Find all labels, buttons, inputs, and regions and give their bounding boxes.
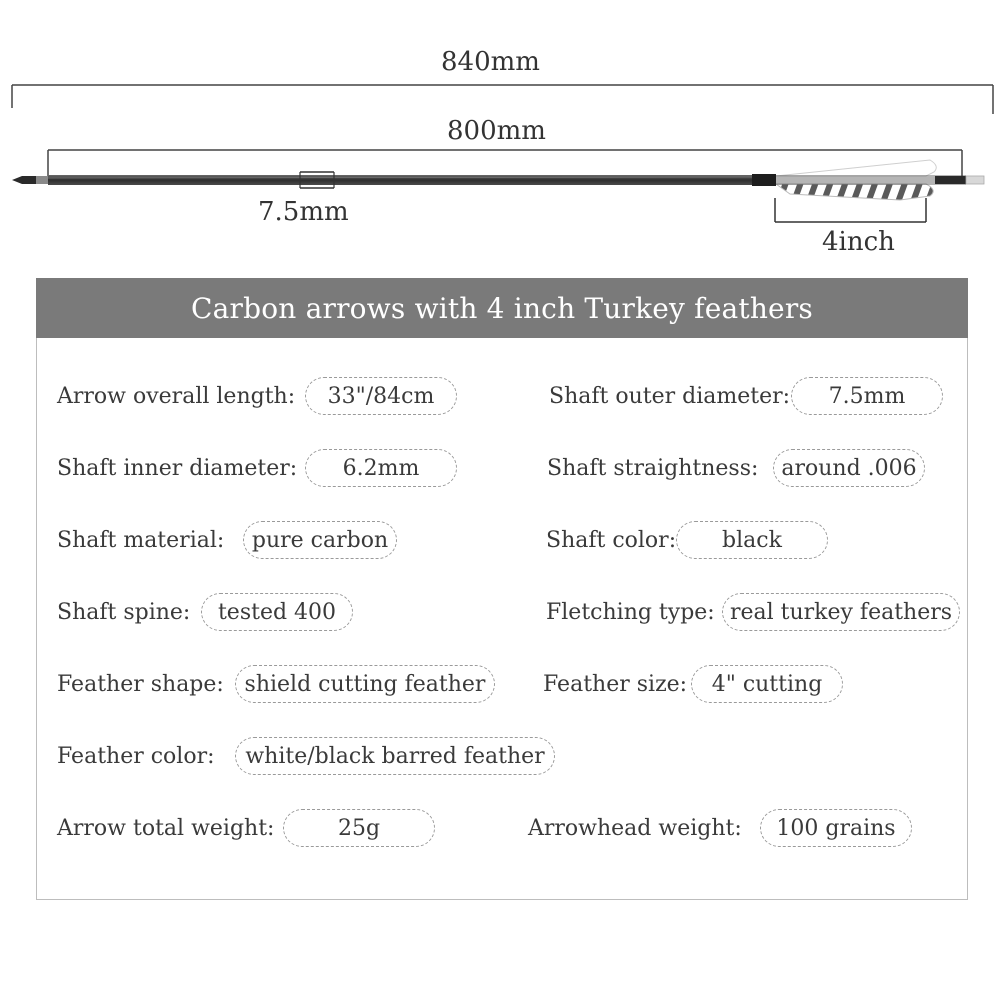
spec-value: 100 grains	[760, 809, 912, 847]
spec-value: 4" cutting	[691, 665, 843, 703]
shaft-length-label: 800mm	[447, 116, 546, 146]
spec-value: shield cutting feather	[235, 665, 495, 703]
overall-length-label: 840mm	[441, 47, 540, 77]
spec-label: Arrowhead weight:	[528, 815, 742, 841]
spec-outer-diameter	[549, 377, 943, 415]
spec-label: Feather size:	[543, 671, 688, 697]
spec-value: 25g	[283, 809, 435, 847]
spec-label: Shaft spine:	[57, 599, 191, 625]
spec-feather-shape	[57, 665, 495, 703]
spec-label: Fletching type:	[546, 599, 715, 625]
spec-value: 6.2mm	[305, 449, 457, 487]
spec-value: black	[676, 521, 828, 559]
spec-label: Shaft color:	[546, 527, 677, 553]
spec-label: Arrow total weight:	[57, 815, 275, 841]
spec-material	[57, 521, 397, 559]
spec-value: real turkey feathers	[722, 593, 960, 631]
feather-length-bracket	[775, 198, 926, 222]
spec-fletching-type	[546, 593, 960, 631]
spec-label: Feather color:	[57, 743, 215, 769]
spec-value: around .006	[773, 449, 925, 487]
spec-arrowhead-weight	[528, 809, 912, 847]
spec-label: Shaft outer diameter:	[549, 383, 791, 409]
card-title: Carbon arrows with 4 inch Turkey feathers	[36, 278, 968, 338]
spec-label: Shaft material:	[57, 527, 225, 553]
arrowhead-icon	[12, 176, 48, 184]
spec-value: 33"/84cm	[305, 377, 457, 415]
spec-value: white/black barred feather	[235, 737, 555, 775]
spec-overall-length	[57, 377, 457, 415]
nock-icon	[776, 175, 984, 185]
feather-size-label: 4inch	[822, 227, 895, 257]
spec-feather-color	[57, 737, 555, 775]
overall-length-bracket	[12, 85, 993, 114]
spec-spine	[57, 593, 353, 631]
spec-inner-diameter	[57, 449, 457, 487]
spec-shaft-color	[546, 521, 828, 559]
spec-label: Feather shape:	[57, 671, 224, 697]
spec-value: 7.5mm	[791, 377, 943, 415]
spec-label: Shaft inner diameter:	[57, 455, 298, 481]
spec-feather-size	[543, 665, 843, 703]
spec-total-weight	[57, 809, 435, 847]
spec-card	[36, 278, 968, 900]
arrow-shaft	[48, 175, 768, 185]
spec-label: Shaft straightness:	[547, 455, 759, 481]
spec-straightness	[547, 449, 925, 487]
spec-label: Arrow overall length:	[57, 383, 296, 409]
diameter-label: 7.5mm	[258, 197, 349, 227]
spec-value: pure carbon	[243, 521, 397, 559]
spec-value: tested 400	[201, 593, 353, 631]
